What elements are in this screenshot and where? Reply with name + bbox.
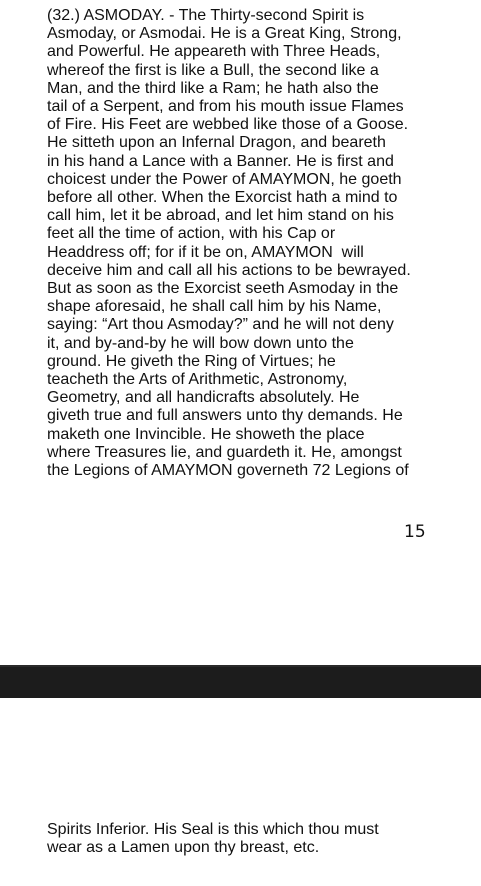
body-text-asmoday: (32.) ASMODAY. - The Thirty-second Spirit is Asmoday, or Asmodai. He is a Great King, Strong, and Powerful. He appeareth with Three Heads, whereof the first is like a Bull, the second like a Man, and the third like a Ram; he hath also the tail of a Serpent, and from his mouth issue Flames of Fire. His Feet are webbed like those of a Goose. He sitteth upon an Infernal Dragon, and beareth in his hand a Lance with a Banner. He is first and choicest under the Power of AMAYMON, he goeth before all other. When the Exorcist hath a mind to call him, let it be abroad, and let him stand on his feet all the time of action, with his Cap or Headdress off; for if it be on, AMAYMON will deceive him and call all his actions to be bewrayed. But as soon as the Exorcist seeth Asmoday in the shape aforesaid, he shall call him by his Name, saying: “Art thou Asmoday?” and he will not deny it, and by-and-by he will bow down unto the ground. He giveth the Ring of Virtues; he teacheth the Arts of Arithmetic, Astronomy, Geometry, and all handicrafts absolutely. He giveth true and full answers unto thy demands. He maketh one Invincible. He showeth the place where Treasures lie, and guardeth it. He, amongst the Legions of AMAYMON governeth 72 Legions of xyxy=(47,7,411,480)
page-bottom xyxy=(0,698,481,886)
page-number: 15 xyxy=(404,522,426,542)
page-separator-bar xyxy=(0,665,481,698)
separator-shade xyxy=(0,665,481,667)
body-text-continuation: Spirits Inferior. His Seal is this which thou must wear as a Lamen upon thy breast, etc. xyxy=(47,821,379,857)
